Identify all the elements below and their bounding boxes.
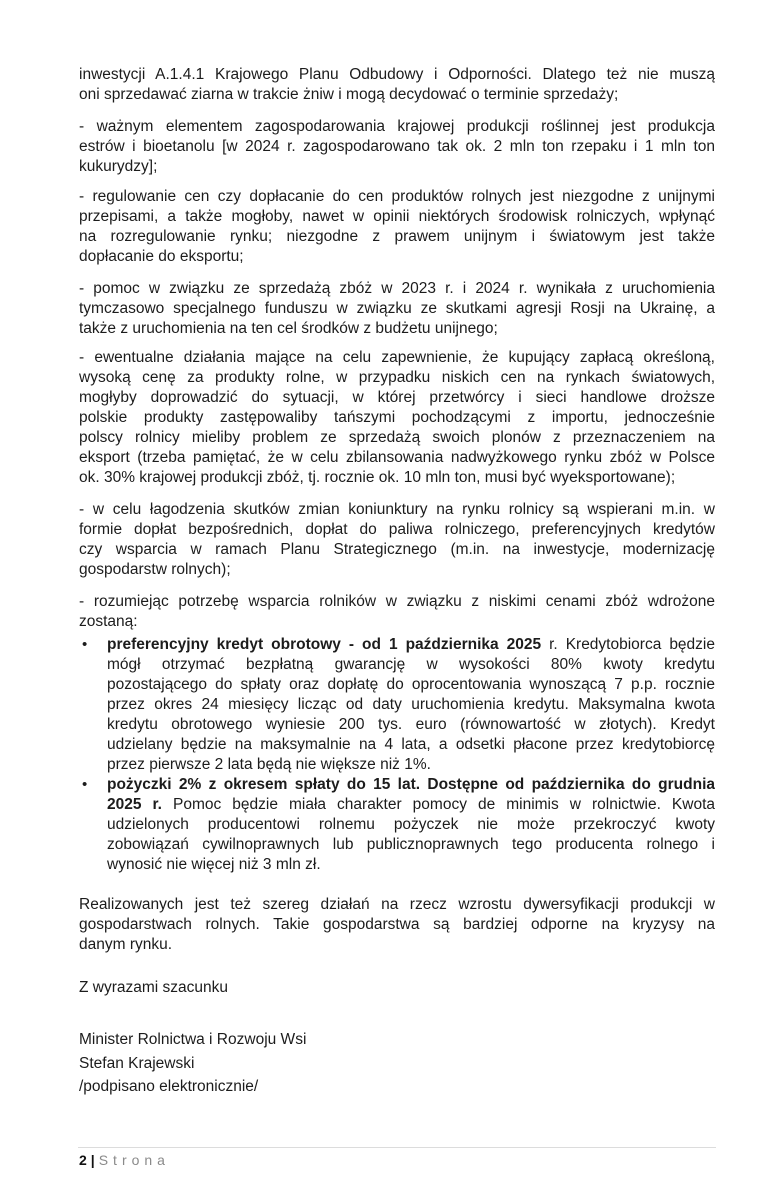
bold-text: pożyczki 2% z okresem spłaty do 15 lat. Dostępne od października do grudnia bbox=[107, 776, 715, 793]
text-line: na rozregulowanie rynku; niezgodne z prawem unijnym i światowym jest także bbox=[79, 228, 715, 245]
text-line: - ewentualne działania mające na celu zapewnienie, że kupujący zapłacą określoną, bbox=[79, 349, 715, 366]
paragraph-rozumiejac bbox=[79, 592, 715, 632]
text-line: - w celu łagodzenia skutków zmian koniunktury na rynku rolnicy są wspierani m.in. w bbox=[79, 501, 715, 518]
text-line: estrów i bioetanolu [w 2024 r. zagospodarowano tak ok. 2 mln ton rzepaku i 1 mln ton bbox=[79, 138, 715, 155]
text-line bbox=[107, 775, 715, 795]
bold-text: preferencyjny kredyt obrotowy - od 1 października 2025 bbox=[107, 636, 542, 653]
text-line: gospodarstwach rolnych. Takie gospodarstwa są bardziej odporne na kryzysy na bbox=[79, 916, 715, 933]
signature-block bbox=[79, 1028, 715, 1099]
text-line: udzielany będzie na maksymalnie na 4 lata, a odsetki płacone przez kredytobiorcę bbox=[107, 736, 715, 753]
bullet-icon: • bbox=[82, 636, 88, 653]
footer-divider bbox=[78, 1147, 716, 1148]
bullet-icon: • bbox=[82, 776, 88, 793]
text-line: 2025 r. Pomoc będzie miała charakter pomocy de minimis w rolnictwie. Kwota bbox=[107, 796, 715, 813]
salutation bbox=[79, 978, 715, 998]
paragraph-estry-bioetanol bbox=[79, 117, 715, 177]
text-line: - regulowanie cen czy dopłacanie do cen produktów rolnych jest niezgodne z unijnymi bbox=[79, 188, 715, 205]
text-line: polscy rolnicy mieliby problem ze sprzedażą swoich plonów z przeznaczeniem na bbox=[79, 429, 715, 446]
text-line: - rozumiejąc potrzebę wsparcia rolników w związku z niskimi cenami zbóż wdrożone bbox=[79, 593, 715, 610]
paragraph-ewentualne-dzialania bbox=[79, 348, 715, 488]
text-line: przez okres 24 miesięcy licząc od daty uruchomienia kredytu. Maksymalna kwota bbox=[107, 696, 715, 713]
text-line: Minister Rolnictwa i Rozwoju Wsi bbox=[79, 1031, 307, 1048]
text-line: gospodarstw rolnych); bbox=[79, 561, 231, 578]
paragraph-dywersyfikacja bbox=[79, 895, 715, 955]
text-line: - ważnym elementem zagospodarowania krajowej produkcji roślinnej jest produkcja bbox=[79, 118, 715, 135]
text-line: Stefan Krajewski bbox=[79, 1054, 195, 1072]
paragraph-inwestycji bbox=[79, 65, 715, 105]
bullet-item-pozyczki bbox=[82, 775, 715, 875]
text-line: pozostającego do spłaty oraz dopłatę do oprocentowania wynoszącą 7 p.p. rocznie bbox=[107, 676, 715, 693]
text-line: /podpisano elektronicznie/ bbox=[79, 1078, 259, 1095]
text-line: przepisami, a także mogłoby, nawet w opinii niektórych środowisk rolniczych, wpłynąć bbox=[79, 208, 715, 225]
paragraph-pomoc-2023-2024 bbox=[79, 279, 715, 339]
page-footer bbox=[79, 1150, 170, 1170]
footer-separator: | bbox=[90, 1152, 95, 1168]
bold-text: 2025 r. bbox=[107, 796, 162, 813]
paragraph-lagodzenie-skutkow bbox=[79, 500, 715, 580]
text-line: formie dopłat bezpośrednich, dopłat do paliwa rolniczego, preferencyjnych kredytów bbox=[79, 521, 715, 538]
text-line: Realizowanych jest też szereg działań na rzecz wzrostu dywersyfikacji produkcji w bbox=[79, 896, 715, 913]
text-line: mogłyby doprowadzić do sytuacji, w której przetwórcy i sieci handlowe droższe bbox=[79, 389, 715, 406]
text-line: także z uruchomienia na ten cel środków z budżetu unijnego; bbox=[79, 320, 498, 337]
text-line: kukurydzy]; bbox=[79, 158, 158, 175]
text-line: eksport (trzeba pamiętać, że w celu zbilansowania nadwyżkowego rynku zbóż w Polsce bbox=[79, 449, 715, 466]
text-line: czy wsparcia w ramach Planu Strategicznego (m.in. na inwestycje, modernizację bbox=[79, 541, 715, 558]
text-line: mógł otrzymać bezpłatną gwarancję w wysokości 80% kwoty kredytu bbox=[107, 656, 715, 673]
text-line: kredytu obrotowego wyniesie 200 tys. euro (równowartość w złotych). Kredyt bbox=[107, 716, 715, 733]
page-number: 2 bbox=[79, 1152, 87, 1168]
text-line: preferencyjny kredyt obrotowy - od 1 października 2025 r. Kredytobiorca będzie bbox=[107, 636, 715, 653]
text-line: danym rynku. bbox=[79, 936, 173, 953]
text-line: oni sprzedawać ziarna w trakcie żniw i mogą decydować o terminie sprzedaży; bbox=[79, 86, 619, 103]
text-line: przez pierwsze 2 lata będą nie większe niż 1%. bbox=[107, 756, 431, 773]
text-line: Z wyrazami szacunku bbox=[79, 979, 229, 996]
paragraph-regulowanie-cen bbox=[79, 187, 715, 267]
text-line: tymczasowo specjalnego funduszu w związku ze skutkami agresji Rosji na Ukrainę, a bbox=[79, 300, 715, 317]
text-line: dopłacanie do eksportu; bbox=[79, 248, 244, 265]
text-line: zobowiązań cywilnoprawnych lub publicznoprawnych tego producenta rolnego i bbox=[107, 836, 715, 853]
text-line: wysoką cenę za produkty rolne, w przypadku niskich cen na rynkach światowych, bbox=[79, 369, 715, 386]
page-label: Strona bbox=[98, 1152, 170, 1168]
text-line: polskie produkty zastępowaliby tańszymi pochodzącymi z importu, jednocześnie bbox=[79, 409, 715, 426]
text-line: wynosić nie więcej niż 3 mln zł. bbox=[107, 856, 321, 873]
bullet-item-kredyt-obrotowy bbox=[82, 635, 715, 775]
text-line: inwestycji A.1.4.1 Krajowego Planu Odbudowy i Odporności. Dlatego też nie muszą bbox=[79, 66, 715, 83]
text-line: - pomoc w związku ze sprzedażą zbóż w 2023 r. i 2024 r. wynikała z uruchomienia bbox=[79, 280, 715, 297]
text-line: udzielonych producentowi rolnemu pożyczek nie może przekroczyć kwoty bbox=[107, 816, 715, 833]
text-line: ok. 30% krajowej produkcji zbóż, tj. rocznie ok. 10 mln ton, musi być wyeksportowane); bbox=[79, 469, 676, 486]
text-line: zostaną: bbox=[79, 613, 138, 630]
